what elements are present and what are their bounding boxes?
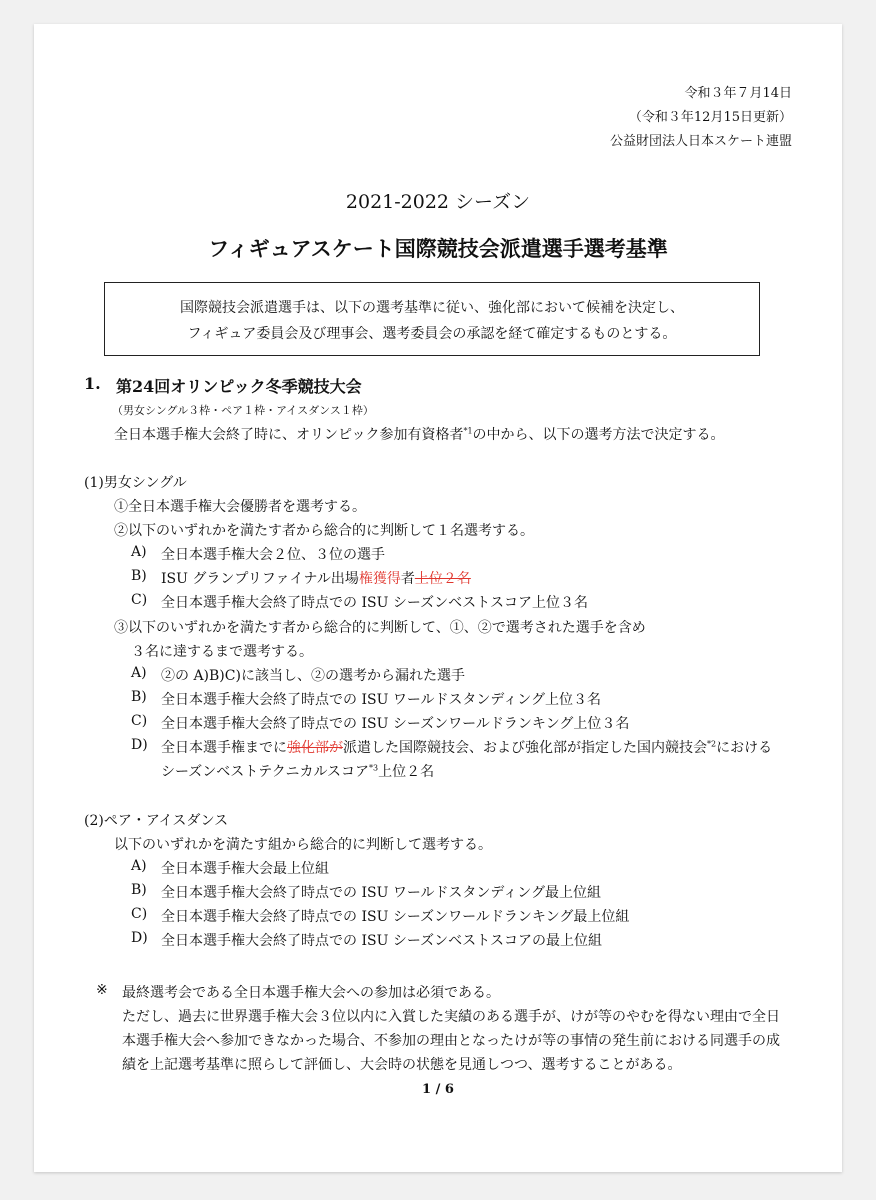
note-line-1: 最終選考会である全日本選手権大会への参加は必須である。 bbox=[122, 985, 500, 1001]
rule3-item-text: 全日本選手権大会終了時点での ISU ワールドスタンディング上位３名 bbox=[161, 692, 601, 708]
singles-rule-3: ③以下のいずれかを満たす者から総合的に判断して、①、②で選考された選手を含め bbox=[114, 620, 646, 636]
item-text: 上位２名 bbox=[378, 764, 435, 780]
rule2-item-label: C) bbox=[131, 592, 148, 608]
deleted-text: 強化部が bbox=[287, 740, 343, 756]
rule3-item-text bbox=[161, 737, 772, 757]
pairs-heading: (2)ペア・アイスダンス bbox=[84, 813, 229, 829]
deleted-text: 上位２名 bbox=[414, 571, 471, 587]
organization: 公益財団法人日本スケート連盟 bbox=[609, 134, 792, 149]
pairs-item-label: D) bbox=[131, 930, 148, 946]
singles-heading: (1)男女シングル bbox=[84, 475, 187, 491]
rule2-item-text: 全日本選手権大会２位、３位の選手 bbox=[161, 547, 385, 563]
singles-rule-3-cont: ３名に達するまで選考する。 bbox=[131, 644, 313, 660]
note-line-4: 績を上記選考基準に照らして評価し、大会時の状態を見通しつつ、選考することがある。 bbox=[122, 1057, 682, 1073]
item-text: 者 bbox=[400, 571, 415, 587]
document-page bbox=[34, 24, 842, 1172]
page-number: 1 / 6 bbox=[422, 1082, 454, 1097]
rule3-item-label: A) bbox=[131, 665, 147, 681]
item-text: 全日本選手権までに bbox=[161, 740, 287, 756]
pairs-item-label: B) bbox=[131, 882, 147, 898]
pairs-item-text: 全日本選手権大会終了時点での ISU シーズンベストスコアの最上位組 bbox=[161, 933, 602, 949]
singles-rule-2: ②以下のいずれかを満たす者から総合的に判断して１名選考する。 bbox=[114, 523, 534, 539]
section-number: 1. bbox=[84, 374, 101, 393]
issue-date: 令和３年７月14日 bbox=[684, 86, 792, 101]
document-title: フィギュアスケート国際競技会派遣選手選考基準 bbox=[208, 236, 668, 261]
desc-text-end: の中から、以下の選考方法で決定する。 bbox=[472, 427, 725, 443]
intro-line-1: 国際競技会派遣選手は、以下の選考基準に従い、強化部において候補を決定し、 bbox=[180, 300, 684, 316]
rule2-item-text bbox=[161, 568, 471, 588]
desc-text: 全日本選手権大会終了時に、オリンピック参加有資格者 bbox=[114, 427, 464, 443]
update-date: （令和３年12月15日更新） bbox=[628, 110, 792, 125]
rule3-item-text: ②の A)B)C)に該当し、②の選考から漏れた選手 bbox=[161, 668, 465, 684]
rule3-item-text: 全日本選手権大会終了時点での ISU シーズンワールドランキング上位３名 bbox=[161, 716, 630, 732]
pairs-item-text: 全日本選手権大会終了時点での ISU ワールドスタンディング最上位組 bbox=[161, 885, 601, 901]
rule3-item-text-cont bbox=[161, 761, 434, 781]
note-line-2: ただし、過去に世界選手権大会３位以内に入賞した実績のある選手が、けが等のやむを得ない理由で全日 bbox=[122, 1009, 780, 1025]
rule3-item-label: B) bbox=[131, 689, 147, 705]
rule3-item-label: C) bbox=[131, 713, 148, 729]
rule2-item-label: B) bbox=[131, 568, 147, 584]
pairs-item-text: 全日本選手権大会最上位組 bbox=[161, 861, 329, 877]
footnote-1: *1 bbox=[463, 426, 473, 436]
footnote-3: *3 bbox=[369, 763, 379, 773]
section-description bbox=[114, 424, 725, 444]
pairs-description: 以下のいずれかを満たす組から総合的に判断して選考する。 bbox=[114, 837, 492, 853]
intro-box bbox=[104, 282, 760, 356]
section-heading: 第24回オリンピック冬季競技大会 bbox=[116, 377, 362, 396]
section-quota: （男女シングル３枠・ペア１枠・アイスダンス１枠） bbox=[112, 404, 374, 417]
singles-rule-1: ①全日本選手権大会優勝者を選考する。 bbox=[114, 499, 366, 515]
item-text: ISU グランプリファイナル出場 bbox=[161, 571, 359, 587]
note-mark: ※ bbox=[96, 982, 108, 998]
pairs-item-text: 全日本選手権大会終了時点での ISU シーズンワールドランキング最上位組 bbox=[161, 909, 630, 925]
season-title: 2021-2022 シーズン bbox=[345, 191, 531, 213]
note-line-3: 本選手権大会へ参加できなかった場合、不参加の理由となったけが等の事情の発生前における同選手の成 bbox=[122, 1033, 780, 1049]
rule3-item-label: D) bbox=[131, 737, 148, 753]
rule2-item-label: A) bbox=[131, 544, 147, 560]
footnote-2: *2 bbox=[707, 739, 717, 749]
intro-line-2: フィギュア委員会及び理事会、選考委員会の承認を経て確定するものとする。 bbox=[187, 326, 677, 342]
item-text: 派遣した国際競技会、および強化部が指定した国内競技会 bbox=[343, 740, 707, 756]
pairs-item-label: C) bbox=[131, 906, 148, 922]
rule2-item-text: 全日本選手権大会終了時点での ISU シーズンベストスコア上位３名 bbox=[161, 595, 588, 611]
item-text: における bbox=[716, 740, 773, 756]
item-text: シーズンベストテクニカルスコア bbox=[161, 764, 370, 780]
inserted-text: 権獲得 bbox=[358, 571, 401, 587]
pairs-item-label: A) bbox=[131, 858, 147, 874]
